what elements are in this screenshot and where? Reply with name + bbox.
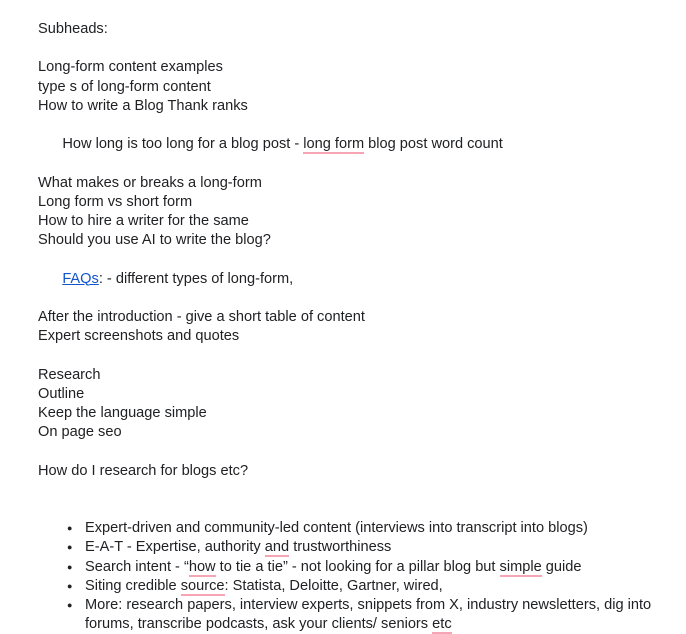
text-segment: E-A-T - Expertise, authority <box>85 539 265 556</box>
subhead-line-6: Long form vs short form <box>38 193 193 210</box>
list-item <box>38 519 668 538</box>
text-segment: Siting credible <box>85 577 181 594</box>
subhead-line-2: type s of long-form content <box>38 78 211 95</box>
list-item-text <box>85 558 668 577</box>
heading-subheads: Subheads: <box>38 21 108 37</box>
subhead-line-7: How to hire a writer for the same <box>38 213 249 230</box>
faqs-link[interactable]: FAQs <box>62 270 99 287</box>
text-segment: to tie a tie” - not looking for a pillar blog but <box>215 558 500 575</box>
text-segment: How long is too long for a blog post - <box>62 136 304 153</box>
text-segment: More: research papers, interview experts, snippets from X, industry newsletters, dig into forums, transcribe podcasts, ask your clients/ seniors <box>85 597 652 633</box>
list-item <box>38 596 668 634</box>
text-segment: Expert-driven and community-led content (interviews into transcript into blogs) <box>85 520 588 537</box>
blank-line <box>38 442 668 461</box>
bullet-icon: ● <box>67 580 73 591</box>
subhead-line-3: How to write a Blog Thank ranks <box>38 97 248 114</box>
blank-line <box>38 481 668 500</box>
subhead-line-4 <box>38 116 668 174</box>
spellcheck-and: and <box>264 539 290 556</box>
process-step-seo: On page seo <box>38 424 122 441</box>
document-body[interactable] <box>38 20 668 634</box>
process-step-language: Keep the language simple <box>38 405 207 422</box>
list-item <box>38 558 668 577</box>
research-question: How do I research for blogs etc? <box>38 462 249 479</box>
list-item-text <box>85 519 668 538</box>
subhead-line-8: Should you use AI to write the blog? <box>38 232 271 249</box>
text-segment: : Statista, Deloitte, Gartner, wired, <box>224 577 443 594</box>
blank-line <box>38 39 668 58</box>
spellcheck-etc: etc <box>432 616 452 633</box>
process-step-research: Research <box>38 366 101 383</box>
research-bullet-list <box>38 519 668 634</box>
list-item <box>38 538 668 557</box>
text-segment: Search intent - “ <box>85 558 189 575</box>
spellcheck-source: source <box>180 577 225 594</box>
text-segment: trustworthiness <box>289 539 392 556</box>
blank-line <box>38 500 668 519</box>
bullet-icon: ● <box>67 561 73 572</box>
subhead-line-10: After the introduction - give a short table of content <box>38 309 365 326</box>
subhead-line-9 <box>38 250 668 308</box>
process-step-outline: Outline <box>38 385 85 402</box>
subhead-line-1: Long-form content examples <box>38 59 223 76</box>
text-segment: blog post word count <box>364 136 503 153</box>
spellcheck-how: how <box>188 558 216 575</box>
bullet-icon: ● <box>67 600 73 611</box>
subhead-line-11: Expert screenshots and quotes <box>38 328 240 345</box>
subhead-line-5: What makes or breaks a long-form <box>38 174 262 191</box>
text-segment: : - different types of long-form, <box>98 270 294 287</box>
list-item-text <box>85 596 668 634</box>
list-item-text <box>85 538 668 557</box>
text-segment: guide <box>541 558 582 575</box>
spellcheck-simple: simple <box>499 558 542 575</box>
list-item-text <box>85 577 668 596</box>
bullet-icon: ● <box>67 523 73 534</box>
list-item <box>38 577 668 596</box>
bullet-icon: ● <box>67 542 73 553</box>
blank-line <box>38 346 668 365</box>
spellcheck-long-form: long form <box>303 136 365 153</box>
